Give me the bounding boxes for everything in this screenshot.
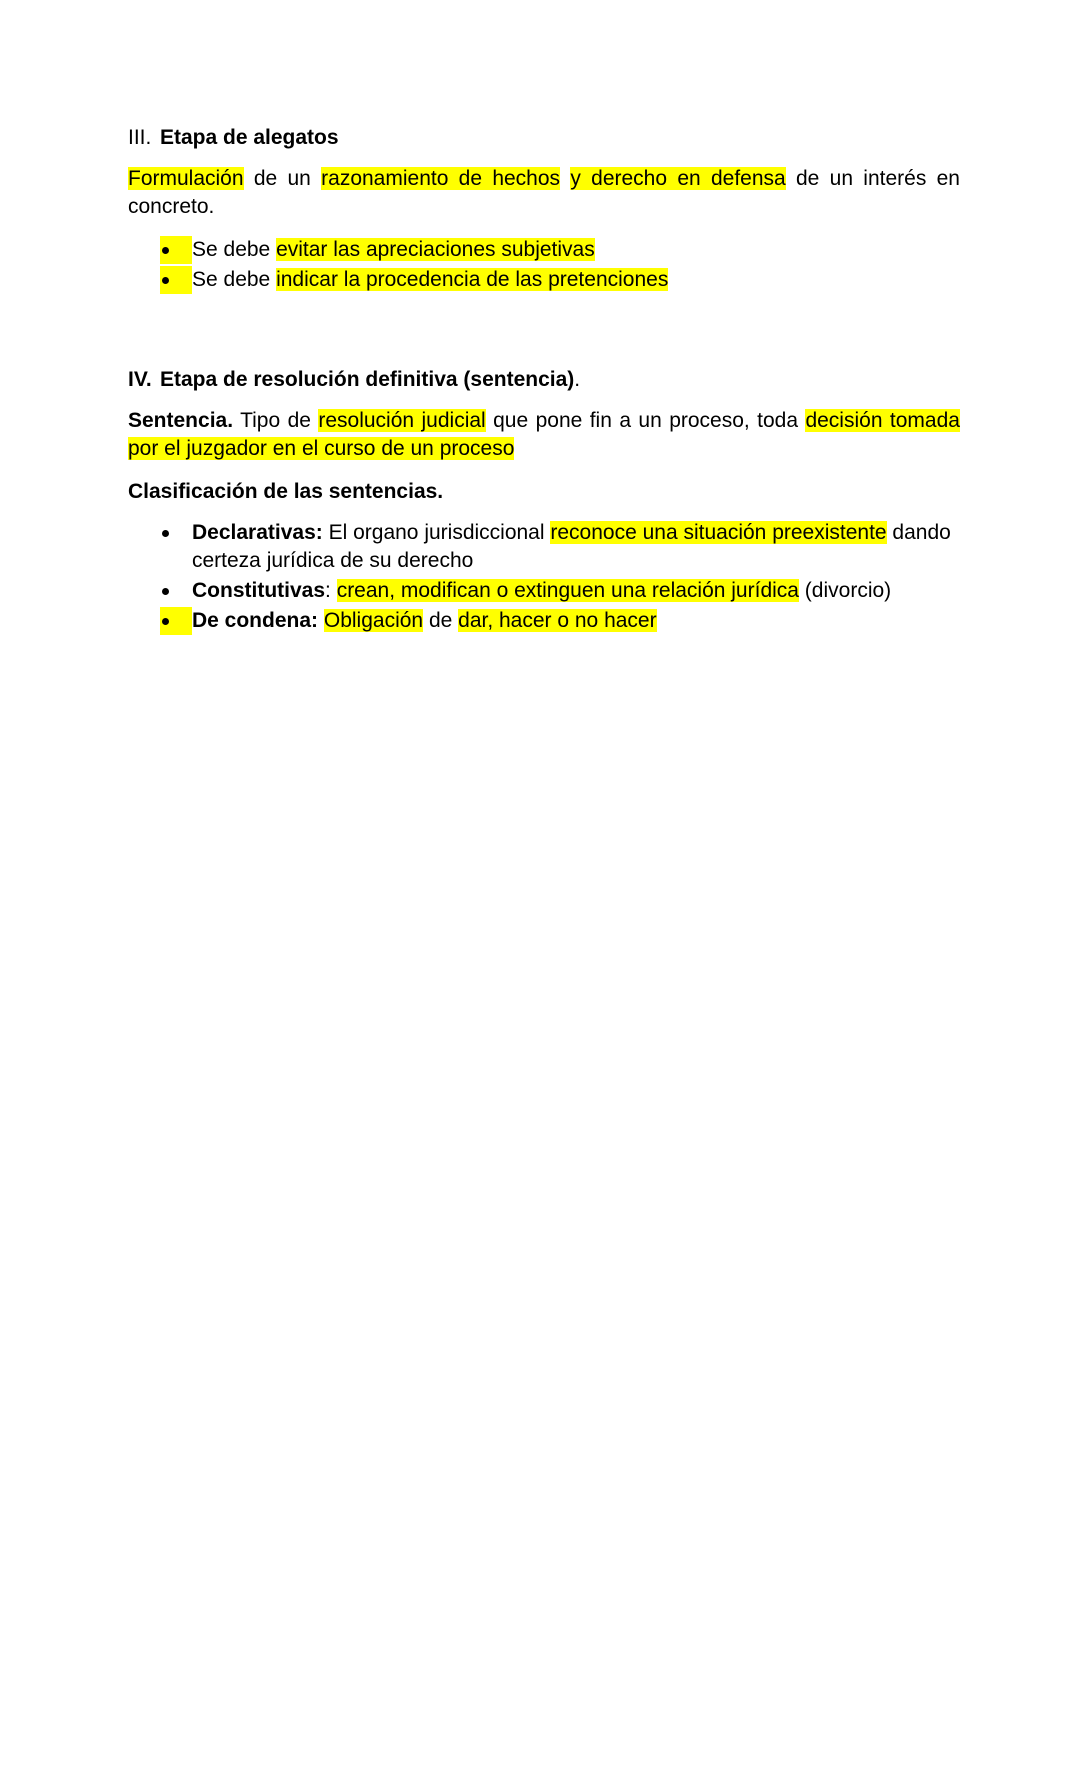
alegatos-text-1: de un <box>243 167 322 190</box>
section-4-title: Etapa de resolución definitiva (sentencia) <box>160 368 575 391</box>
bullet-icon <box>160 236 192 264</box>
list-item <box>128 266 960 294</box>
alegatos-text-2 <box>560 167 570 190</box>
bullet-icon <box>160 607 192 635</box>
classification-text <box>318 609 324 632</box>
bullet-highlight: evitar las apreciaciones subjetivas <box>276 238 595 261</box>
classification-highlight: Obligación <box>323 609 424 632</box>
sentencia-term: Sentencia. <box>128 409 234 432</box>
section-4-title-end: . <box>574 368 581 391</box>
classification-term: De condena: <box>192 609 319 632</box>
list-item <box>128 577 960 605</box>
highlight-decision-tomada: decisión tomada por el juzgador en el curso de un proceso <box>128 409 960 460</box>
document-content <box>128 124 960 650</box>
section-spacer <box>128 309 960 366</box>
section-3-numeral: III. <box>128 126 152 149</box>
highlight-formulacion: Formulación <box>128 167 244 190</box>
classification-list <box>128 519 960 635</box>
sentencia-text-1: Tipo de <box>233 409 319 432</box>
list-item <box>128 236 960 264</box>
classification-text: El organo jurisdiccional <box>322 521 551 544</box>
bullet-icon <box>160 577 192 605</box>
list-item <box>128 519 960 575</box>
classification-text: dando certeza jurídica de su derecho <box>192 521 951 572</box>
highlight-resolucion-judicial: resolución judicial <box>318 409 486 432</box>
classification-title: Clasificación de las sentencias. <box>128 480 444 503</box>
highlight-derecho-defensa: y derecho en defensa <box>570 167 786 190</box>
classification-highlight: dar, hacer o no hacer <box>458 609 657 632</box>
classification-term: Declarativas: <box>192 521 323 544</box>
classification-term: Constitutivas <box>192 579 326 602</box>
list-item <box>128 607 960 635</box>
section-3-title: Etapa de alegatos <box>160 126 339 149</box>
bullet-icon <box>160 266 192 294</box>
classification-text: : <box>325 579 337 602</box>
bullet-prefix: Se debe <box>192 238 277 261</box>
section-4-heading <box>128 366 960 394</box>
bullet-highlight: indicar la procedencia de las pretenciones <box>276 268 669 291</box>
sentencia-text-2: que pone fin a un proceso, toda <box>485 409 806 432</box>
classification-text: (divorcio) <box>798 579 892 602</box>
alegatos-paragraph <box>128 165 960 221</box>
classification-text: de <box>423 609 459 632</box>
bullet-prefix: Se debe <box>192 268 277 291</box>
alegatos-text-3: de un interés en concreto. <box>128 167 960 218</box>
classification-highlight: crean, modifican o extinguen una relación jurídica <box>336 579 799 602</box>
classification-highlight: reconoce una situación preexistente <box>550 521 887 544</box>
highlight-razonamiento: razonamiento de hechos <box>321 167 561 190</box>
bullet-icon <box>160 519 192 547</box>
alegatos-bullet-list <box>128 236 960 294</box>
section-3-heading <box>128 124 960 152</box>
section-4-numeral: IV. <box>128 368 152 391</box>
sentencia-paragraph <box>128 407 960 463</box>
